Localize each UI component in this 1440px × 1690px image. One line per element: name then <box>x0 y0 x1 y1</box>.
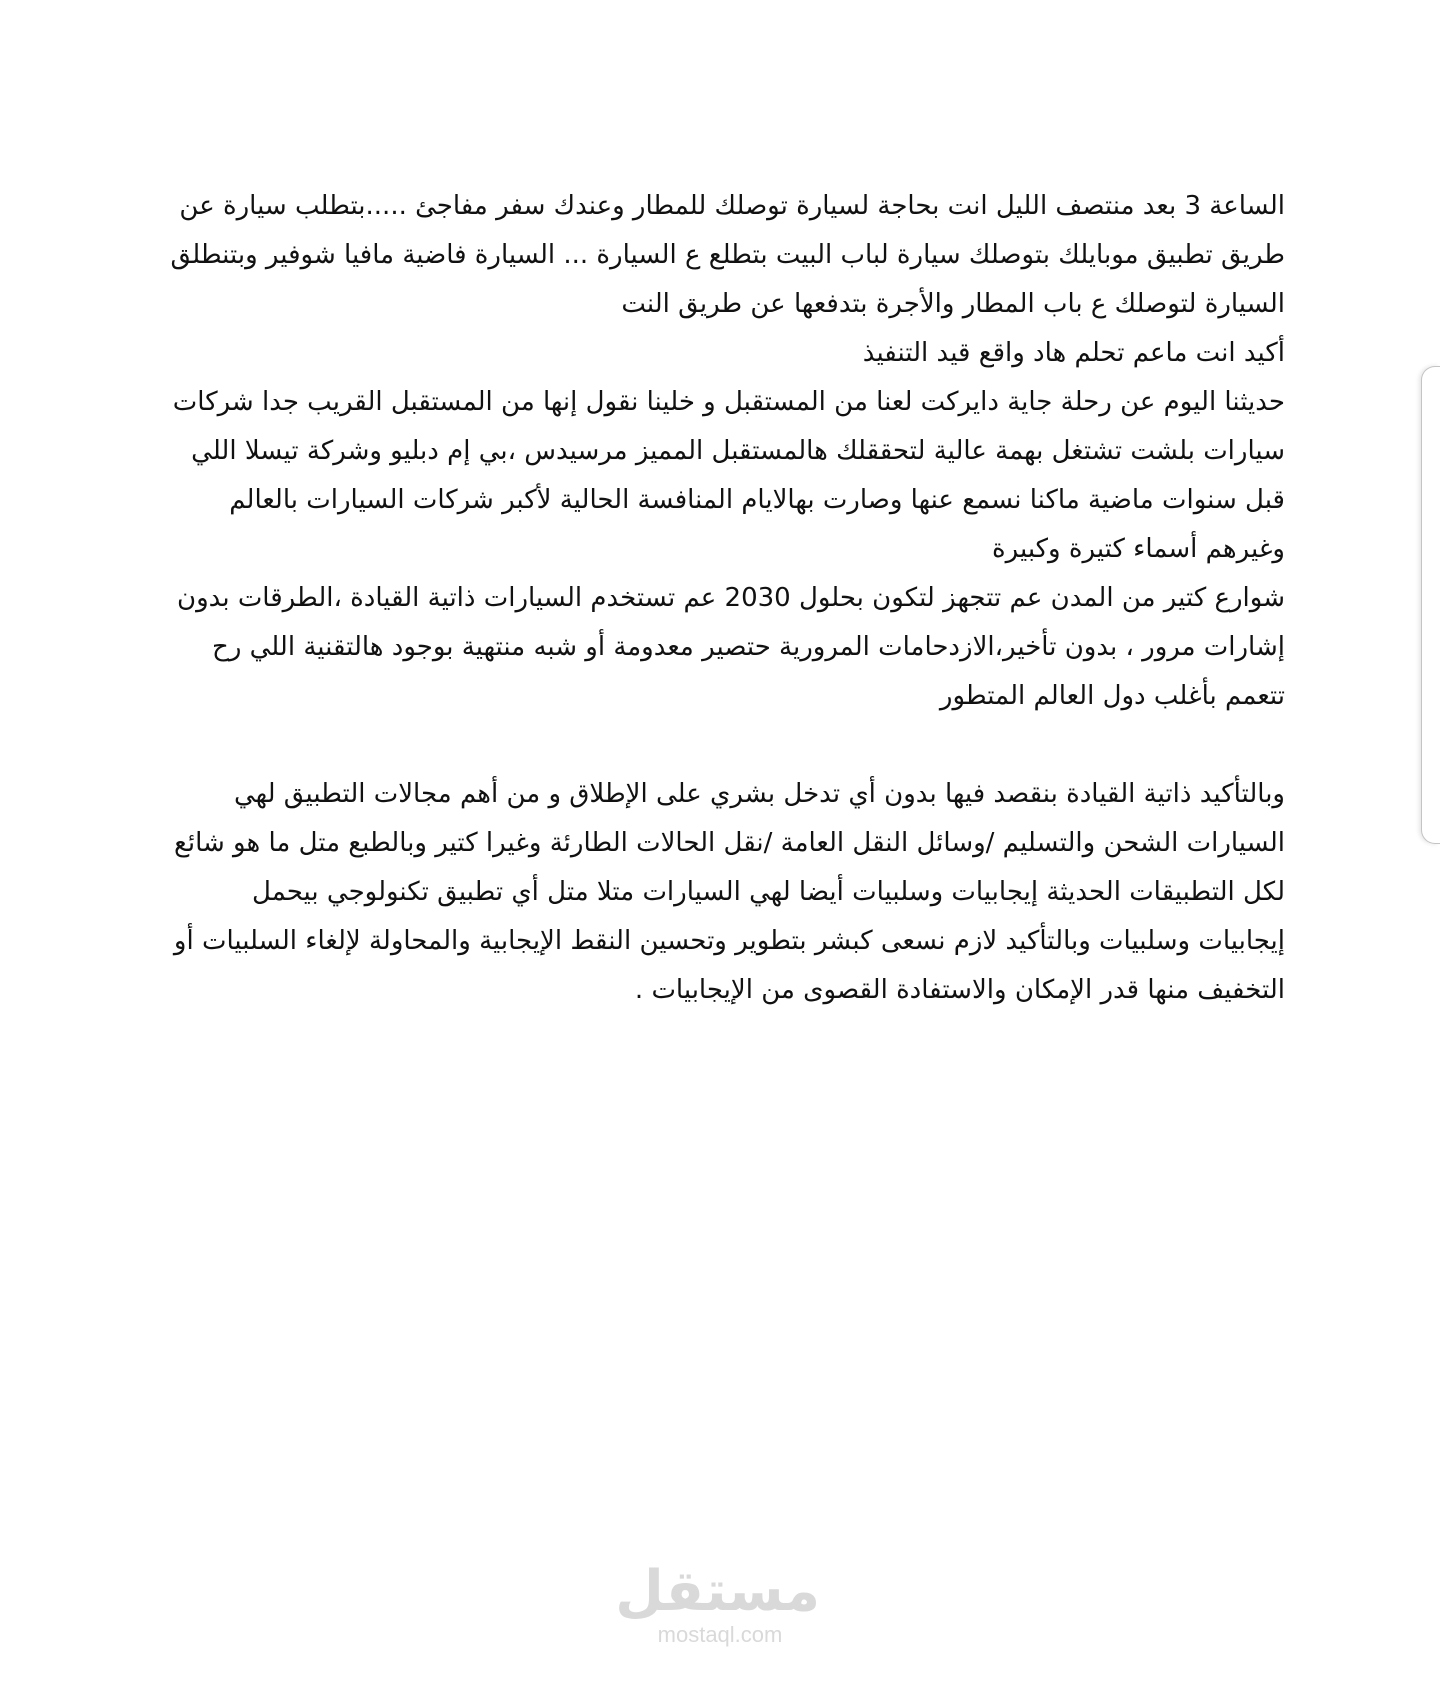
paragraph-spacer <box>170 721 1285 770</box>
watermark-logo-text: مستقل <box>615 1559 820 1624</box>
watermark-url: mostaql.com <box>657 1622 783 1647</box>
paragraph-cities-2030: شوارع كتير من المدن عم تتجهز لتكون بحلول 2030 عم تستخدم السيارات ذاتية القيادة ،الطرقات بدون إشارات مرور ، بدون تأخير،الازدحامات المرورية حتصير معدومة أو شبه منتهية بوجود هالتقنية اللي رح تتعمم بأغلب دول العالم المتطور <box>177 583 1285 711</box>
edge-scroll-handle[interactable] <box>1421 366 1440 844</box>
paragraph-not-dreaming: أكيد انت ماعم تحلم هاد واقع قيد التنفيذ <box>862 338 1285 368</box>
document-body <box>170 182 1285 1015</box>
mostaql-watermark <box>615 1559 820 1648</box>
paragraph-intro: الساعة 3 بعد منتصف الليل انت بحاجة لسيارة توصلك للمطار وعندك سفر مفاجئ .....بتطلب سيارة عن طريق تطبيق موبايلك بتوصلك سيارة لباب البيت بتطلع ع السيارة ... السيارة فاضية مافيا شوفير وبتنطلق السيارة لتوصلك ع باب المطار والأجرة بتدفعها عن طريق النت <box>170 191 1285 319</box>
paragraph-conclusion: وبالتأكيد ذاتية القيادة بنقصد فيها بدون أي تدخل بشري على الإطلاق و من أهم مجالات التطبيق لهي السيارات الشحن والتسليم /وسائل النقل العامة /نقل الحالات الطارئة وغيرا كتير وبالطبع متل ما هو شائع لكل التطبيقات الحديثة إيجابيات وسلبيات أيضا لهي السيارات متلا متل أي تطبيق تكنولوجي بيحمل إيجابيات وسلبيات وبالتأكيد لازم نسعى كبشر بتطوير وتحسين النقط الإيجابية والمحاولة لإلغاء السلبيات أو التخفيف منها قدر الإمكان والاستفادة القصوى من الإيجابيات . <box>173 779 1285 1005</box>
paragraph-future-companies: حديثنا اليوم عن رحلة جاية دايركت لعنا من المستقبل و خلينا نقول إنها من المستقبل القريب جدا شركات سيارات بلشت تشتغل بهمة عالية لتحققلك هالمستقبل المميز مرسيدس ،بي إم دبليو وشركة تيسلا اللي قبل سنوات ماضية ماكنا نسمع عنها وصارت بهالايام المنافسة الحالية لأكبر شركات السيارات بالعالم وغيرهم أسماء كتيرة وكبيرة <box>172 387 1285 564</box>
